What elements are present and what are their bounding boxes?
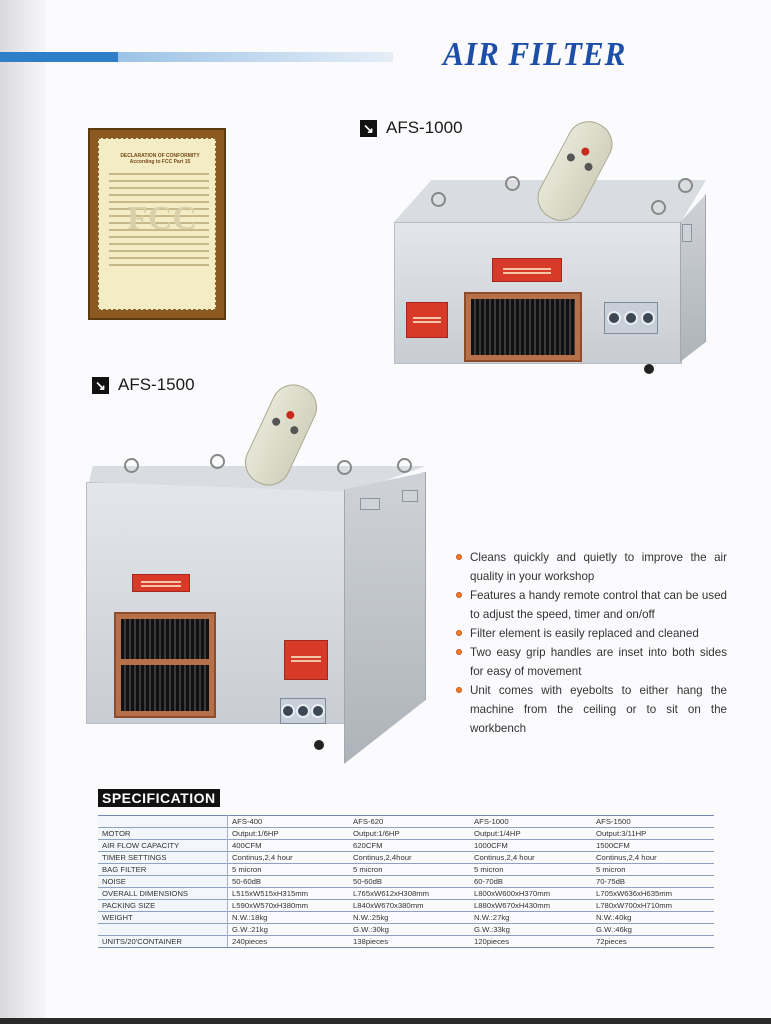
feature-list [455, 548, 727, 738]
eyebolt-icon [505, 176, 520, 191]
row-label [98, 816, 228, 828]
row-label: PACKING SIZE [98, 900, 228, 912]
table-cell: L590xW570xH380mm [228, 900, 350, 912]
table-row [98, 852, 714, 864]
row-label: NOISE [98, 876, 228, 888]
remote-button-icon [580, 146, 591, 157]
table-row [98, 900, 714, 912]
control-knob-icon [311, 704, 325, 718]
column-header: AFS-1500 [592, 816, 714, 828]
control-knob-icon [607, 311, 621, 325]
table-cell: Output:1/6HP [349, 828, 470, 840]
header-accent-fade [118, 52, 393, 62]
table-cell: Continus,2,4 hour [228, 852, 350, 864]
page-binding-edge [0, 0, 46, 1024]
table-cell: 400CFM [228, 840, 350, 852]
control-knob-icon [296, 704, 310, 718]
table-cell: 72pieces [592, 936, 714, 948]
table-cell: L765xW612xH308mm [349, 888, 470, 900]
table-cell: 1000CFM [470, 840, 592, 852]
certificate-title [107, 153, 213, 165]
table-cell: L800xW600xH370mm [470, 888, 592, 900]
table-cell: 120pieces [470, 936, 592, 948]
table-cell: 60-70dB [470, 876, 592, 888]
table-row [98, 864, 714, 876]
feature-item: Two easy grip handles are inset into both sides for easy of movement [455, 643, 727, 681]
table-row [98, 888, 714, 900]
table-cell: L515xW515xH315mm [228, 888, 350, 900]
table-row [98, 924, 714, 936]
table-cell: N.W.:25kg [349, 912, 470, 924]
certificate-paper [98, 138, 216, 310]
control-panel [280, 698, 326, 724]
table-cell: Output:3/11HP [592, 828, 714, 840]
row-label: WEIGHT [98, 912, 228, 924]
table-cell: G.W.:33kg [470, 924, 592, 936]
remote-button-icon [565, 152, 576, 163]
model-label-afs-1000 [360, 118, 463, 138]
table-cell: L780xW700xH710mm [592, 900, 714, 912]
table-cell: 620CFM [349, 840, 470, 852]
control-panel [604, 302, 658, 334]
table-row [98, 912, 714, 924]
eyebolt-icon [124, 458, 139, 473]
table-cell: 1500CFM [592, 840, 714, 852]
table-cell: N.W.:27kg [470, 912, 592, 924]
unit-side-panel [344, 472, 426, 764]
row-label: AIR FLOW CAPACITY [98, 840, 228, 852]
certificate-heading: DECLARATION OF CONFORMITY [120, 153, 200, 159]
table-row [98, 936, 714, 948]
table-cell: 5 micron [592, 864, 714, 876]
table-cell: 50-60dB [228, 876, 350, 888]
model-name: AFS-1500 [118, 375, 195, 394]
column-header: AFS-620 [349, 816, 470, 828]
table-cell: 5 micron [470, 864, 592, 876]
table-cell: Continus,2,4 hour [592, 852, 714, 864]
arrow-icon: ↘ [92, 377, 109, 394]
grip-handle [360, 498, 380, 510]
row-label: OVERALL DIMENSIONS [98, 888, 228, 900]
table-cell: 240pieces [228, 936, 350, 948]
table-cell: N.W.:18kg [228, 912, 350, 924]
table-row [98, 840, 714, 852]
feature-item: Features a handy remote control that can be used to adjust the speed, timer and on/off [455, 586, 727, 624]
control-knob-icon [281, 704, 295, 718]
table-cell: G.W.:46kg [592, 924, 714, 936]
warning-label [132, 574, 190, 592]
certificate-subheading: According to FCC Part 15 [129, 159, 191, 165]
feature-item: Filter element is easily replaced and cleaned [455, 624, 727, 643]
table-cell: Continus,2,4 hour [470, 852, 592, 864]
grip-handle [682, 224, 692, 242]
row-label: BAG FILTER [98, 864, 228, 876]
table-cell: Output:1/6HP [228, 828, 350, 840]
row-label: MOTOR [98, 828, 228, 840]
control-knob-icon [624, 311, 638, 325]
header-accent-bar [0, 52, 118, 62]
power-switch-icon [644, 364, 654, 374]
specification-table [98, 815, 714, 948]
page-title: AIR FILTER [443, 36, 627, 73]
feature-item: Unit comes with eyebolts to either hang the machine from the ceiling or to sit on the workbench [455, 681, 727, 738]
table-cell: L705xW636xH635mm [592, 888, 714, 900]
specification-heading: SPECIFICATION [98, 789, 220, 807]
model-label-afs-1500 [92, 375, 195, 395]
remote-button-icon [285, 410, 296, 421]
fcc-logo: FCC [127, 200, 197, 237]
air-intake-vent [464, 292, 582, 362]
table-cell: 70-75dB [592, 876, 714, 888]
warning-label [406, 302, 448, 338]
feature-item: Cleans quickly and quietly to improve the air quality in your workshop [455, 548, 727, 586]
table-row [98, 876, 714, 888]
table-row [98, 828, 714, 840]
table-cell: Output:1/4HP [470, 828, 592, 840]
eyebolt-icon [651, 200, 666, 215]
eyebolt-icon [678, 178, 693, 193]
table-cell: 138pieces [349, 936, 470, 948]
column-header: AFS-1000 [470, 816, 592, 828]
table-cell: 50-60dB [349, 876, 470, 888]
table-cell: L880xW670xH430mm [470, 900, 592, 912]
model-name: AFS-1000 [386, 118, 463, 137]
remote-button-icon [271, 416, 282, 427]
unit-side-panel [680, 194, 706, 362]
fcc-certificate-image [88, 128, 226, 320]
arrow-icon: ↘ [360, 120, 377, 137]
grip-handle [402, 490, 418, 502]
page-bottom-edge [0, 1018, 771, 1024]
warning-label [284, 640, 328, 680]
table-cell: Continus,2,4hour [349, 852, 470, 864]
row-label: UNITS/20'CONTAINER [98, 936, 228, 948]
power-switch-icon [314, 740, 324, 750]
table-cell: N.W.:40kg [592, 912, 714, 924]
table-cell: G.W.:21kg [228, 924, 350, 936]
eyebolt-icon [210, 454, 225, 469]
table-row [98, 816, 714, 828]
row-label: TIMER SETTINGS [98, 852, 228, 864]
row-label [98, 924, 228, 936]
table-cell: 5 micron [228, 864, 350, 876]
remote-button-icon [289, 425, 300, 436]
table-cell: 5 micron [349, 864, 470, 876]
warning-label [492, 258, 562, 282]
remote-button-icon [583, 161, 594, 172]
column-header: AFS-400 [228, 816, 350, 828]
afs-1500-product-image [86, 452, 428, 762]
eyebolt-icon [397, 458, 412, 473]
table-cell: L840xW670x380mm [349, 900, 470, 912]
control-knob-icon [641, 311, 655, 325]
air-intake-vent [114, 612, 216, 718]
eyebolt-icon [337, 460, 352, 475]
eyebolt-icon [431, 192, 446, 207]
table-cell: G.W.:30kg [349, 924, 470, 936]
